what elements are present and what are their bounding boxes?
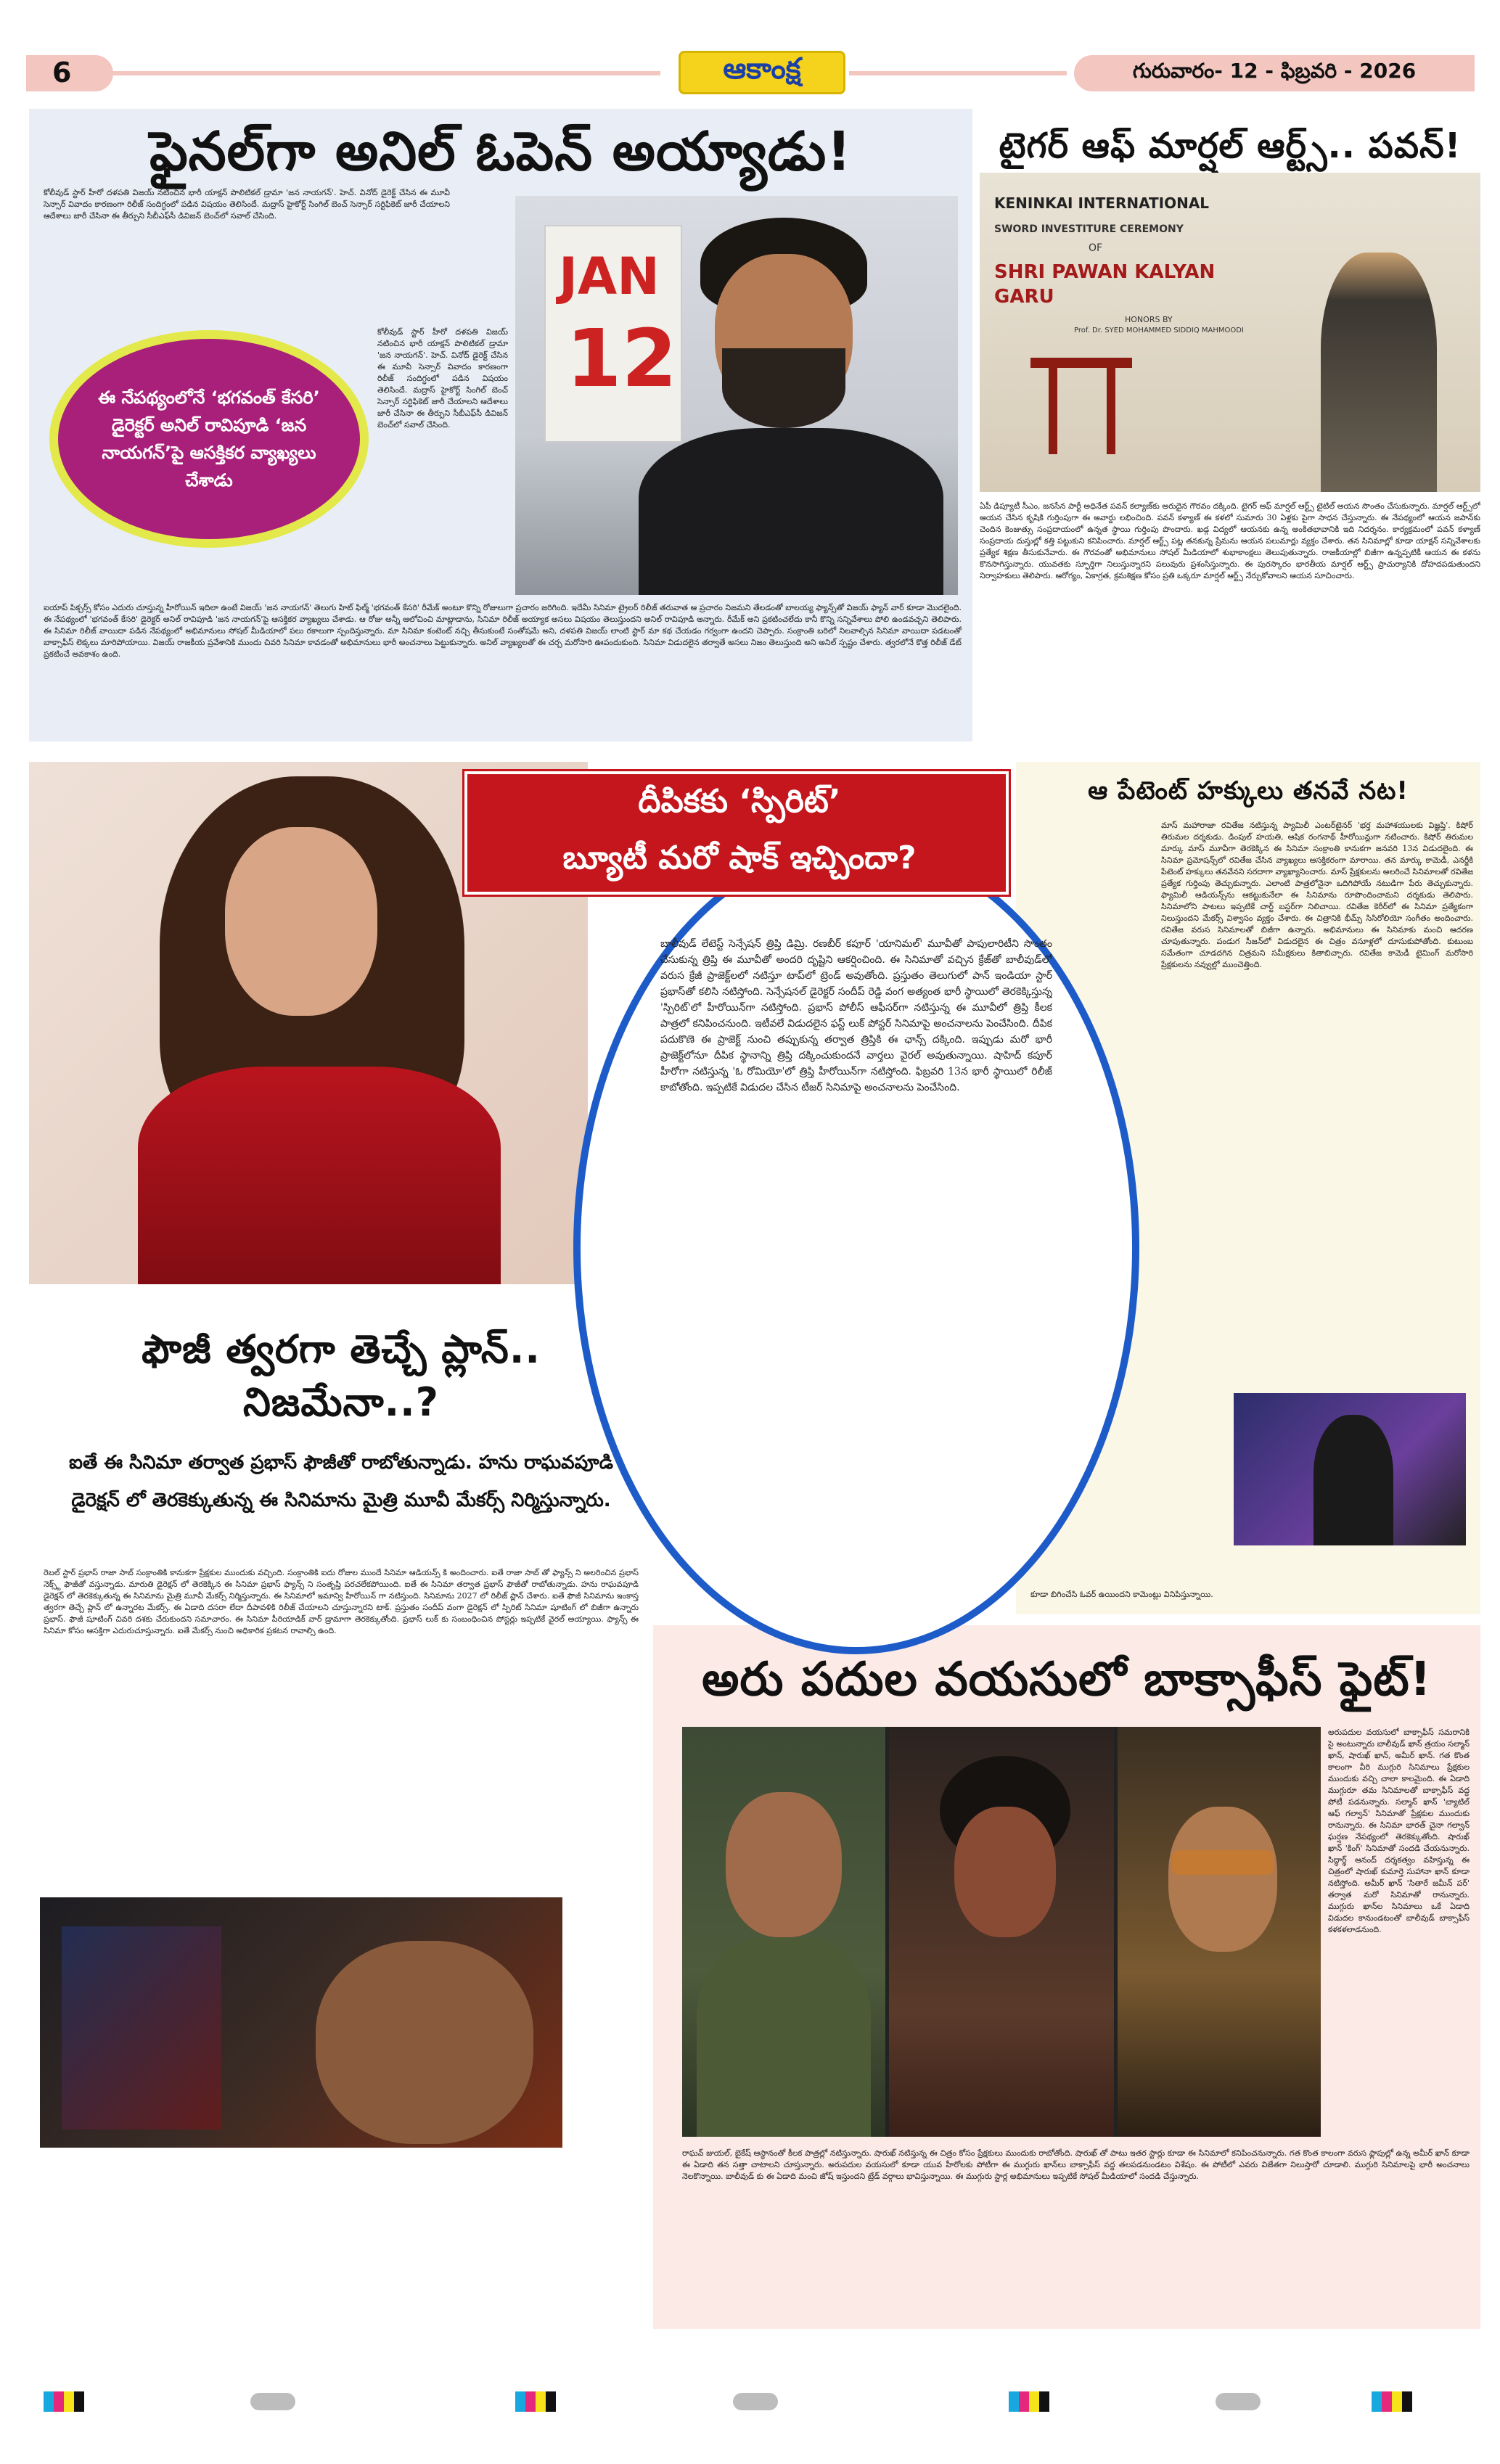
salman-face — [726, 1792, 842, 1937]
anil-photo — [515, 196, 958, 595]
speaker-figure — [1313, 1415, 1393, 1545]
tripti-face — [225, 827, 377, 1016]
boxoffice-headline: అరు పదుల వయసులో బాక్సాఫీస్ ఫైట్! — [702, 1653, 1432, 1707]
reg-pill-3 — [1216, 2393, 1261, 2410]
masthead-logo — [679, 51, 845, 94]
fauji-body-text: రెబల్ స్టార్ ప్రభాస్ రాజా సాబ్ సంక్రాంతికి కానుకగా ప్రేక్షకుల ముందుకు వచ్చింది. సంక్రాంతికి ఐదు రోజుల ముందే సినిమా ఆడియన్స్ కి అందించారు. ఐతే రాజా సాబ్ తో ఫ్యాన్స్ ని అలరించిన ప్రభాస్ నెక్స్ట్ ఫౌజీతో వస్తున్నాడు. మారుతి డైరెక్షన్ లో తెరకెక్కిన ఈ సినిమా ప్రభాస్ ఫ్యాన్స్ ని సంతృప్తి పరచలేకపోయింది. ఐతే ఈ సినిమా తర్వాత ప్రభాస్ ఫౌజీతో రాబోతున్నాడు. హను రాఘవపూడి డైరెక్షన్ లో తెరకెక్కుతున్న ఈ సినిమాను మైత్రి మూవీ మేకర్స్ నిర్మిస్తున్నారు. ఈ సినిమాలో ఇమాన్వి హీరోయిన్ గా నటిస్తుంది. సినిమాను 2027 లో రిలీజ్ ప్లాన్ చేశారు. ఐతే ఫౌజీ సినిమాను ఇంకాస్త త్వరగా తెచ్చే ప్లాన్ లో ఉన్నారట మేకర్స్. ఈ ఏడాది దసరా లేదా దీపావళికి రిలీజ్ చేయాలని చూస్తున్నారని టాక్. ప్రస్తుతం సందీప్ వంగా డైరెక్షన్ లో స్పిరిట్ సినిమా షూటింగ్ లో బిజీగా ఉన్నారు ప్రభాస్. ఫౌజీ షూటింగ్ చివరి దశకు చేరుకుందని సమాచారం. ఈ సినిమా పీరియాడిక్ వార్ డ్రామాగా తెరకెక్కుతోంది. ప్రభాస్ లుక్ కు సంబంధించిన పోస్టర్లు ఇప్పటికే వైరల్ అయ్యాయి. ఫ్యాన్స్ ఈ సినిమా కోసం ఆసక్తిగా ఎదురుచూస్తున్నారు. ఐతే మేకర్స్ నుంచి అధికారిక ప్రకటన రావాల్సి ఉంది. — [44, 1568, 639, 1635]
deepika-headline-1: దీపికకు ‘స్పిరిట్’ — [638, 783, 841, 820]
boxoffice-side-text: అరుపదుల వయసులో బాక్సాఫీస్ సమరానికి సై అంటున్నారు బాలీవుడ్ ఖాన్ త్రయం సల్మాన్ ఖాన్, షారుఖ్ ఖాన్, అమీర్ ఖాన్. గత కొంత కాలంగా వీరి ముగ్గురి సినిమాలు ప్రేక్షకుల ముందుకు వచ్చి చాలా కాలమైంది. ఈ ఏడాది ముగ్గురూ తమ సినిమాలతో బాక్సాఫీస్ వద్ద పోటీ పడనున్నారు. సల్మాన్ ఖాన్ 'బ్యాటిల్ ఆఫ్ గల్వాన్' సినిమాతో ప్రేక్షకుల ముందుకు రానున్నారు. ఈ సినిమా భారత్ చైనా గల్వాన్ ఘర్షణ నేపథ్యంలో తెరకెక్కుతోంది. షారుఖ్ ఖాన్ 'కింగ్' సినిమాతో సందడి చేయనున్నారు. సిద్ధార్థ్ ఆనంద్ దర్శకత్వం వహిస్తున్న ఈ చిత్రంలో షారుఖ్ కుమార్తె సుహానా ఖాన్ కూడా నటిస్తోంది. అమీర్ ఖాన్ 'సితారే జమీన్ పర్' తర్వాత మరో సినిమాతో రానున్నారు. ముగ్గురు ఖాన్‌ల సినిమాలు ఒకే ఏడాది విడుదల కానుండటంతో బాలీవుడ్ బాక్సాఫీస్ కళకళలాడనుంది. — [1328, 1728, 1470, 1934]
reg-pill-2 — [733, 2393, 778, 2410]
banner-honors: HONORS BY — [1125, 315, 1173, 324]
page-number: 6 — [52, 57, 72, 89]
banner-title: KENINKAI INTERNATIONAL — [994, 194, 1210, 212]
amir-glasses — [1172, 1850, 1274, 1875]
pawan-photo — [980, 173, 1480, 492]
anil-intro-text: కోలీవుడ్ స్టార్ హీరో దళపతి విజయ్ నటించిన భారీ యాక్షన్ పొలిటికల్ డ్రామా 'జన నాయగన్'. హెచ్. వినోద్ డైరెక్ట్ చేసిన ఈ మూవీ సెన్సార్ వివాదం కారణంగా రిలీజ్ సందిగ్ధంలో పడిన విషయం తెలిసిందే. మద్రాస్ హైకోర్ట్ సింగిల్ బెంచ్ సెన్సార్ సర్టిఫికెట్ జారీ చేయాలని ఆదేశాలు జారీ చేసినా ఈ తీర్పుని సీబీఎఫ్‌సీ డివిజన్ బెంచ్‌లో సవాల్ చేసింది. — [44, 188, 450, 221]
tripti-dress — [138, 1067, 501, 1284]
fauji-deck: ఐతే ఈ సినిమా తర్వాత ప్రభాస్ ఫౌజీతో రాబోతున్నాడు. హను రాఘవపూడి డైరెక్షన్ లో తెరకెక్కుతున్న ఈ సినిమాను మైత్రి మూవీ మేకర్స్ నిర్మిస్తున్నారు. — [69, 1452, 613, 1511]
header-rule-right — [849, 71, 1067, 75]
banner-of: OF — [1089, 242, 1103, 254]
poster-day: 12 — [566, 312, 678, 405]
pawan-body-text: ఏపీ డిప్యూటీ సీఎం, జనసేన పార్టీ అధినేత పవన్ కల్యాణ్‌కు అరుదైన గౌరవం దక్కింది. టైగర్ ఆఫ్ మార్షల్ ఆర్ట్స్ టైటిల్ అయన సొంతం చేసుకున్నారు. మార్షల్ ఆర్ట్స్‌లో ఆయన చేసిన కృషికి గుర్తింపుగా ఈ అవార్డు లభించింది. పవన్ కళ్యాణ్ ఈ కళలో సుమారు 30 ఏళ్లకు పైగా సాధన చేస్తున్నారు. ఈ నేపథ్యంలో ఆయన జపాన్‌కు చెందిన కెంజుత్సు సంప్రదాయంలో ఉన్నత స్థాయి గుర్తింపు పొందారు. ఖడ్గ విద్యలో ఆయనకు ఉన్న అంకితభావానికి ఇది నిదర్శనం. కార్యక్రమంలో పవన్ కళ్యాణ్ సంప్రదాయ దుస్తుల్లో కత్తి పట్టుకుని కనిపించారు. మార్షల్ ఆర్ట్స్ పట్ల తనకున్న ప్రేమను ఆయన పలుమార్లు వ్యక్తం చేశారు. తన సినిమాల్లో కూడా యాక్షన్ సన్నివేశాలకు ప్రత్యేక శిక్షణ తీసుకునేవారు. ఈ గౌరవంతో అభిమానులు సోషల్ మీడియాలో శుభాకాంక్షలు తెలుపుతున్నారు. రాజకీయాల్లో బిజీగా ఉన్నప్పటికీ ఆయన ఈ కళను కొనసాగిస్తున్నారు. యువతకు స్ఫూర్తిగా నిలుస్తున్నారని పలువురు ప్రశంసిస్తున్నారు. ఈ పురస్కారం భారతీయ మార్షల్ ఆర్ట్స్ ప్రాచుర్యానికి దోహదపడుతుందని నిర్వాహకులు తెలిపారు. ఆరోగ్యం, ఏకాగ్రత, క్రమశిక్షణ కోసం ప్రతి ఒక్కరూ మార్షల్ ఆర్ట్స్ నేర్చుకోవాలని ఆయన సూచించారు. — [980, 501, 1480, 580]
header-rule-left — [109, 71, 660, 75]
salman-uniform — [697, 1937, 871, 2137]
banner-prof: Prof. Dr. SYED MOHAMMED SIDDIQ MAHMOODI — [1074, 327, 1244, 334]
banner-name: SHRI PAWAN KALYAN GARU — [994, 261, 1216, 308]
patent-body-bottom: కూడా బిగించేసి ఓవర్ ఉయిందని కామెంట్లు వినిపిస్తున్నాయి. — [1030, 1590, 1213, 1599]
banner-subtitle: SWORD INVESTITURE CEREMONY — [994, 223, 1184, 235]
salman-panel — [682, 1727, 885, 2137]
person-beard — [722, 348, 845, 428]
reg-pill-1 — [250, 2393, 295, 2410]
pawan-headline: టైగర్ ఆఫ్ మార్షల్ ఆర్ట్స్.. పవన్! — [999, 126, 1462, 166]
masthead-title: ఆకాంక్ష — [723, 52, 801, 86]
article-fauji — [29, 1291, 653, 2148]
color-bar-4 — [1372, 2391, 1412, 2412]
poster-face — [316, 1941, 533, 2144]
anil-callout — [49, 330, 369, 548]
three-khans-photo — [682, 1727, 1321, 2137]
deepika-headline-2: బ్యూటీ మరో షాక్ ఇచ్చిందా? — [562, 839, 917, 876]
anil-column-text: కోలీవుడ్ స్టార్ హీరో దళపతి విజయ్ నటించిన భారీ యాక్షన్ పొలిటికల్ డ్రామా 'జన నాయగన్'. హెచ్. వినోద్ డైరెక్ట్ చేసిన ఈ మూవీ సెన్సార్ వివాదం కారణంగా రిలీజ్ సందిగ్ధంలో పడిన విషయం తెలిసిందే. మద్రాస్ హైకోర్ట్ సింగిల్ బెంచ్ సెన్సార్ సర్టిఫికెట్ జారీ చేయాలని ఆదేశాలు జారీ చేసినా ఈ తీర్పుని సీబీఎఫ్‌సీ డివిజన్ బెంచ్‌లో సవాల్ చేసింది. — [377, 327, 508, 430]
patent-headline: ఆ పేటెంట్ హక్కులు తనవే నట! — [1088, 776, 1409, 805]
deepika-banner — [464, 771, 1009, 895]
date-tab — [1074, 55, 1475, 91]
color-bar-3 — [1009, 2391, 1049, 2412]
anil-headline: ఫైనల్‌గా అనిల్ ఓపెన్ అయ్యాడు! — [149, 120, 852, 183]
boxoffice-bottom-text: రాఘవ్ జుయల్, బైకేష్ ఆస్థానంతో కీలక పాత్రల్లో నటిస్తున్నారు. షారుఖ్ నటిస్తున్న ఈ చిత్రం కోసం ప్రేక్షకులు ముందుకు రాబోతోంది. షారుఖ్ తో పాటు ఇతర స్టార్లు కూడా ఈ సినిమాలో కనిపించనున్నారు. గత కొంత కాలంగా వరుస ఫ్లాపుల్లో ఉన్న అమీర్ ఖాన్ కూడా ఈ ఏడాది తన సత్తా చాటాలని చూస్తున్నారు. అరుపదుల వయసులో కూడా యువ హీరోలకు పోటీగా ఈ ముగ్గురు ఖాన్‌లు బాక్సాఫీస్ వద్ద తలపడనుండటం విశేషం. ఈ పోటీలో ఎవరు విజేతగా నిలుస్తారో చూడాలి. ముగ్గురి సినిమాలపై భారీ అంచనాలు నెలకొన్నాయి. బాలీవుడ్ కు ఈ ఏడాది మంచి జోష్ ఇస్తుందని ట్రేడ్ వర్గాలు భావిస్తున్నాయి. ఈ ముగ్గురు స్టార్ల అభిమానులు ఇప్పటికే సోషల్ మీడియాలో సందడి చేస్తున్నారు. — [682, 2148, 1470, 2181]
torii-post-right — [1107, 367, 1115, 454]
fauji-poster — [40, 1897, 562, 2148]
color-bar-2 — [515, 2391, 556, 2412]
fauji-headline-2: నిజమేనా..? — [243, 1379, 439, 1425]
person-shirt — [639, 428, 943, 595]
issue-date: గురువారం- 12 - ఫిబ్రవరి - 2026 — [1132, 59, 1417, 83]
page-header — [0, 51, 1500, 96]
amir-face — [1168, 1807, 1277, 1952]
torii-post-left — [1049, 367, 1057, 454]
ravi-teja-photo — [1234, 1393, 1466, 1545]
torii-gate-icon — [1030, 358, 1132, 368]
color-bar-1 — [44, 2391, 84, 2412]
footer-regmarks — [0, 2387, 1500, 2416]
shahrukh-face — [954, 1807, 1056, 1937]
anil-body-text: ఐయాప్ పిక్చర్స్ కోసం ఎదురు చూస్తున్న హీరోయిన్ ఇదిలా ఉంటే విజయ్ 'జన నాయగన్' తెలుగు హిట్ ఫిల్మ్ 'భగవంత్ కేసరి' రీమేక్ అంటూ కొన్ని రోజులుగా ప్రచారం జరిగింది. ఇదేమీ సినిమా ట్రైలర్ రిలీజ్ తరువాత ఆ ప్రచారం నిజమని తేలడంతో బాలయ్య ఫ్యాన్స్‌తో విజయ్ ఫ్యాన్ వార్ కూడా మొదలైంది. ఈ నేపథ్యంలో 'భగవంత్ కేసరి' డైరెక్టర్ అనిల్ రావిపూడి 'జన నాయగన్'పై ఆసక్తికర వ్యాఖ్యలు చేశాడు. ఆ రోజు అన్నీ ఆలోచించి మాట్లాడాను, సినిమా రిలీజ్ అయ్యాక అసలు విషయం తెలుస్తుందని అనిల్ రావిపూడి అన్నారు. రీమేక్ అని ప్రకటించలేదు కానీ కొన్ని సన్నివేశాలు పోలి ఉండవచ్చని తెలిపారు. ఈ సినిమా రిలీజ్ వాయిదా పడిన నేపథ్యంలో అభిమానులు సోషల్ మీడియాలో పలు రకాలుగా స్పందిస్తున్నారు. మా సినిమా కంటెంట్ నచ్చి తీసుకుంటే సంతోషమే అని, దళపతి విజయ్ లాంటి స్టార్ మా కథ చేయడం గర్వంగా ఉందని చెప్పారు. సంక్రాంతి బరిలో నిలవాల్సిన సినిమా వాయిదా పడటంతో బాక్సాఫీస్ లెక్కలు మారిపోయాయి. విజయ్ రాజకీయ ప్రవేశానికి ముందు చివరి సినిమా కావడంతో అభిమానులు భారీ అంచనాలు పెట్టుకున్నారు. అనిల్ వ్యాఖ్యలతో ఈ చర్చ మరోసారి ఊపందుకుంది. సినిమా విడుదలైన తర్వాతే అసలు నిజం తెలుస్తుంది అని అనిల్ స్పష్టం చేశారు. త్వరలోనే కొత్త రిలీజ్ డేట్ ప్రకటించే అవకాశం ఉంది. — [44, 603, 962, 659]
patent-body-text: మాస్ మహారాజా రవితేజ నటిస్తున్న ప్యామిలీ ఎంటర్‌టైనర్ 'భర్త మహాశయులకు విజ్ఞప్తి'. కిషోర్ తిరుమల దర్శకుడు. డింపుల్ హయతి, ఆషిక రంగనాథ్ హీరోయిన్లుగా నటించారు. కిషోర్ తిరుమల మార్కు మాస్ మూవీగా తెరకెక్కిన ఈ సినిమా సంక్రాంతి కానుకగా జనవరి 13న విడుదలైంది. ఈ సినిమా ప్రమోషన్స్‌లో రవితేజ చేసిన వ్యాఖ్యలు ఆసక్తికరంగా మారాయి. తన మార్కు కామెడీ, ఎనర్జీకి పేటెంట్ హక్కులు తనవేనని సరదాగా వ్యాఖ్యానించారు. మాస్ ప్రేక్షకులను అలరించే సినిమాలతో రవితేజ ప్రత్యేక గుర్తింపు తెచ్చుకున్నారు. ఎలాంటి పాత్రలోనైనా ఒదిగిపోయే నటుడిగా పేరు తెచ్చుకున్నారు. ఫ్యామిలీ ఆడియన్స్‌ను ఆకట్టుకునేలా ఈ సినిమాను రూపొందించామని దర్శకుడు తెలిపారు. సినిమాలోని పాటలు ఇప్పటికే చార్ట్ బస్టర్‌గా నిలిచాయి. రవితేజ కెరీర్‌లో ఈ సినిమా ప్రత్యేకంగా నిలుస్తుందని మేకర్స్ విశ్వాసం వ్యక్తం చేశారు. ఈ చిత్రానికి భీమ్స్ సిసిరోలియో సంగీతం అందించారు. రవితేజ వరుస సినిమాలతో బిజీగా ఉన్నారు. అభిమానులు ఈ సినిమాకు మంచి ఆదరణ చూపుతున్నారు. పండుగ సీజన్‌లో విడుదలైన ఈ చిత్రం వసూళ్లలో దూసుకుపోతోంది. కుటుంబ సమేతంగా చూడదగిన చిత్రమని సమీక్షకులు కితాబిచ్చారు. రవితేజ కామెడీ టైమింగ్ మరోసారి ప్రేక్షకులను నవ్వుల్లో ముంచెత్తింది. — [1161, 821, 1473, 969]
poster-month: JAN — [559, 247, 660, 306]
article-pawan — [980, 109, 1480, 742]
fauji-headline-1: ఫౌజీ త్వరగా తెచ్చే ప్లాన్.. — [142, 1326, 541, 1372]
deepika-body-text: బాలీవుడ్ లేటెస్ట్ సెన్సేషన్ త్రిప్తి డిమ్రి. రణబీర్ కపూర్ 'యానిమల్' మూవీతో పాపులారిటీని సొంతం చేసుకున్న త్రిప్తి ఈ మూవీతో అందరి దృష్టిని ఆకర్షించింది. ఈ సినిమాతో వచ్చిన క్రేజ్‌తో బాలీవుడ్‌లో వరుస క్రేజీ ప్రాజెక్ట్‌లలో నటిస్తూ టాప్‌లో ట్రెండ్ అవుతోంది. ప్రస్తుతం తెలుగులో పాన్ ఇండియా స్టార్ ప్రభాస్‌తో కలిసి నటిస్తోంది. సెన్సేషనల్ డైరెక్టర్ సందీప్ రెడ్డి వంగ అత్యంత భారీ స్థాయిలో తెరకెక్కిస్తున్న 'స్పిరిట్'లో హీరోయిన్‌గా నటిస్తోంది. ప్రభాస్ పోలీస్ ఆఫీసర్‌గా నటిస్తున్న ఈ మూవీలో త్రిప్తి కీలక పాత్రలో కనిపించనుంది. ఇటీవలే విడుదలైన ఫస్ట్ లుక్ పోస్టర్ సినిమాపై అంచనాలను పెంచేసింది. దీపిక పదుకొణె ఈ ప్రాజెక్ట్ నుంచి తప్పుకున్న తర్వాత త్రిప్తికి ఈ ఛాన్స్ దక్కింది. ఇప్పుడు మరో భారీ ప్రాజెక్ట్‌లోనూ దీపిక స్థానాన్ని త్రిప్తి దక్కించుకుందనే వార్తలు వైరల్ అవుతున్నాయి. షాహిద్ కపూర్ హీరోగా నటిస్తున్న 'ఓ రోమియో'లో త్రిప్తి హీరోయిన్‌గా నటిస్తోంది. ఫిబ్రవరి 13న భారీ స్థాయిలో రిలీజ్ కాబోతోంది. ఇప్పటికే విడుదల చేసిన టీజర్ సినిమాపై అంచనాలను పెంచేసింది. — [660, 938, 1052, 1093]
kimono-figure — [1321, 252, 1437, 492]
amir-panel — [1118, 1727, 1321, 2137]
poster-flag-shape — [62, 1926, 221, 2130]
article-boxoffice — [653, 1625, 1480, 2329]
anil-callout-text: ఈ నేపథ్యంలోనే ‘భగవంత్ కేసరి’ డైరెక్టర్ అనిల్ రావిపూడి ‘జన నాయగన్’పై ఆసక్తికర వ్యాఖ్యలు చేశాడు — [98, 387, 320, 490]
deepika-oval — [573, 842, 1139, 1654]
article-anil — [29, 109, 972, 742]
shahrukh-panel — [889, 1727, 1114, 2137]
